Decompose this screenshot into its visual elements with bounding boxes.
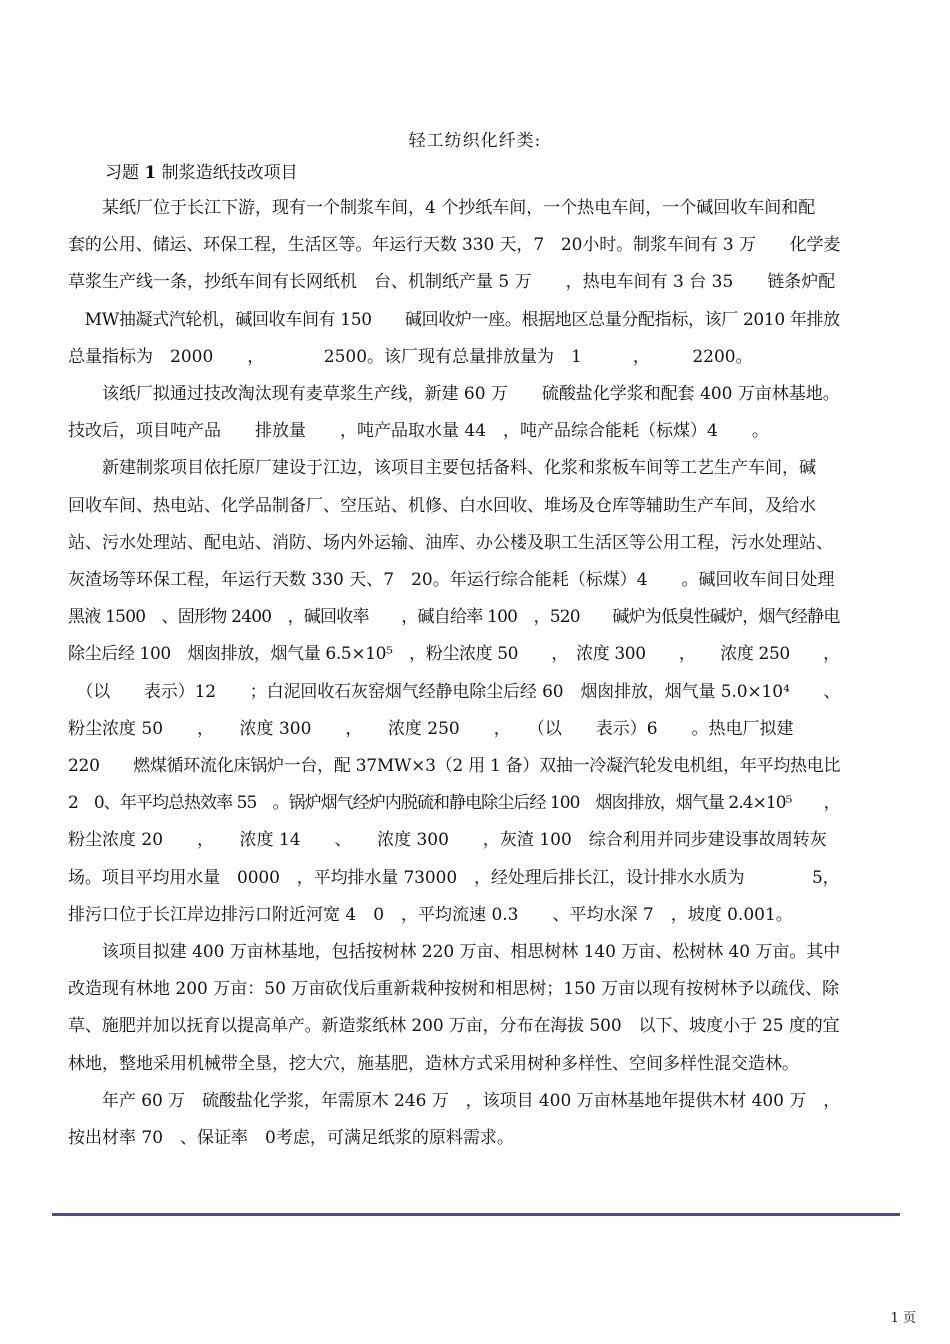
paragraph-line: 黑液 1500 、固形物 2400 ，碱回收率 ，碱自给率 100 ，520 碱炉为低臭性碱炉，烟气经静电 (68, 607, 840, 628)
paragraph-line: 年产 60 万 硫酸盐化学浆，年需原木 246 万 ，该项目 400 万亩林基地年提供木材 400 万 ， (68, 1090, 841, 1111)
paragraph-line: 站、污水处理站、配电站、消防、场内外运输、油库、办公楼及职工生活区等公用工程，污水处理站、 (68, 532, 833, 553)
paragraph-line: 新建制浆项目依托原厂建设于江边，该项目主要包括备料、化浆和浆板车间等工艺生产车间，碱 (68, 458, 816, 479)
paragraph-line: 总量指标为 2000 ， 2500。该厂现有总量排放量为 1 ， 2200。 (68, 346, 753, 367)
paragraph-line: 回收车间、热电站、化学品制备厂、空压站、机修、白水回收、堆场及仓库等辅助生产车间，及给水 (68, 495, 816, 516)
paragraph-line: 粉尘浓度 50 ， 浓度 300 ， 浓度 250 ， （以 表示）6 。热电厂拟建 (68, 718, 794, 739)
paragraph-line: 林地，整地采用机械带全垦，挖大穴，施基肥，造林方式采用树种多样性、空间多样性混交造林。 (68, 1053, 799, 1074)
paragraph-line: 技改后，项目吨产品 排放量 ，吨产品取水量 44 ，吨产品综合能耗（标煤）4 。 (68, 421, 769, 442)
paragraph-line: 排污口位于长江岸边排污口附近河宽 4 0 ，平均流速 0.3 、平均水深 7 ，坡度 0.001。 (68, 904, 793, 925)
paragraph-line: 按出材率 70 、保证率 0考虑，可满足纸浆的原料需求。 (68, 1128, 514, 1148)
paragraph-line: 该项目拟建 400 万亩林基地，包括按树林 220 万亩、相思树林 140 万亩、松树林 40 万亩。其中 (68, 942, 841, 962)
paragraph-line: 220 燃煤循环流化床锅炉一台，配 37MW×3（2 用 1 备）双抽一冷凝汽轮发电机组，年平均热电比 (68, 756, 841, 776)
paragraph-line: 粉尘浓度 20 ， 浓度 14 、 浓度 300 ，灰渣 100 综合利用并同步建设事故周转灰 (68, 830, 827, 851)
heading-number: 1 (144, 163, 157, 183)
paragraph-line: 草浆生产线一条，抄纸车间有长网纸机 台、机制纸产量 5 万 ，热电车间有 3 台 35 链条炉配 (68, 272, 836, 293)
page-divider (52, 1213, 900, 1216)
paragraph-line: 草、施肥并加以抚育以提高单产。新造浆纸林 200 万亩，分布在海拔 500 以下、坡度小于 25 度的宜 (68, 1016, 840, 1037)
paragraph-line: MW抽凝式汽轮机，碱回收车间有 150 碱回收炉一座。根据地区总量分配指标，该厂 2010 年排放 (68, 309, 840, 330)
heading-text: 制浆造纸技改项目 (156, 163, 298, 183)
paragraph-line: 2 0、年平均总热效率 55 。锅炉烟气经炉内脱硫和静电除尘后经 100 烟囱排放，烟气量 2.4×10⁵ ， (68, 793, 840, 814)
document-title: 轻工纺织化纤类: (408, 131, 542, 151)
paragraph-line: 改造现有林地 200 万亩：50 万亩砍伐后重新栽种按树和相思树；150 万亩以现有按树林予以疏伐、除 (68, 979, 840, 1000)
exercise-heading (105, 161, 298, 185)
paragraph-line: 某纸厂位于长江下游，现有一个制浆车间，4 个抄纸车间，一个热电车间，一个碱回收车间和配 (68, 198, 816, 218)
heading-prefix: 习题 (105, 163, 145, 183)
paragraph-line: （以 表示）12 ；白泥回收石灰窑烟气经静电除尘后经 60 烟囱排放，烟气量 5.0×10⁴ 、 (68, 681, 841, 702)
paragraph-line: 除尘后经 100 烟囱排放，烟气量 6.5×10⁵ ，粉尘浓度 50 ， 浓度 300 ， 浓度 250 ， (68, 644, 840, 665)
paragraph-line: 场。项目平均用水量 0000 ，平均排水量 73000 ，经处理后排长江，设计排水水质为 5， (68, 867, 840, 888)
page-number: 1 页 (890, 1311, 916, 1326)
paragraph-line: 套的公用、储运、环保工程，生活区等。年运行天数 330 天，7 20小时。制浆车间有 3 万 化学麦 (68, 235, 841, 256)
paragraph-line: 该纸厂拟通过技改淘汰现有麦草浆生产线，新建 60 万 硫酸盐化学浆和配套 400 万亩林基地。 (68, 384, 840, 404)
paragraph-line: 灰渣场等环保工程，年运行天数 330 天、7 20。年运行综合能耗（标煤）4 。碱回收车间日处理 (68, 570, 835, 590)
